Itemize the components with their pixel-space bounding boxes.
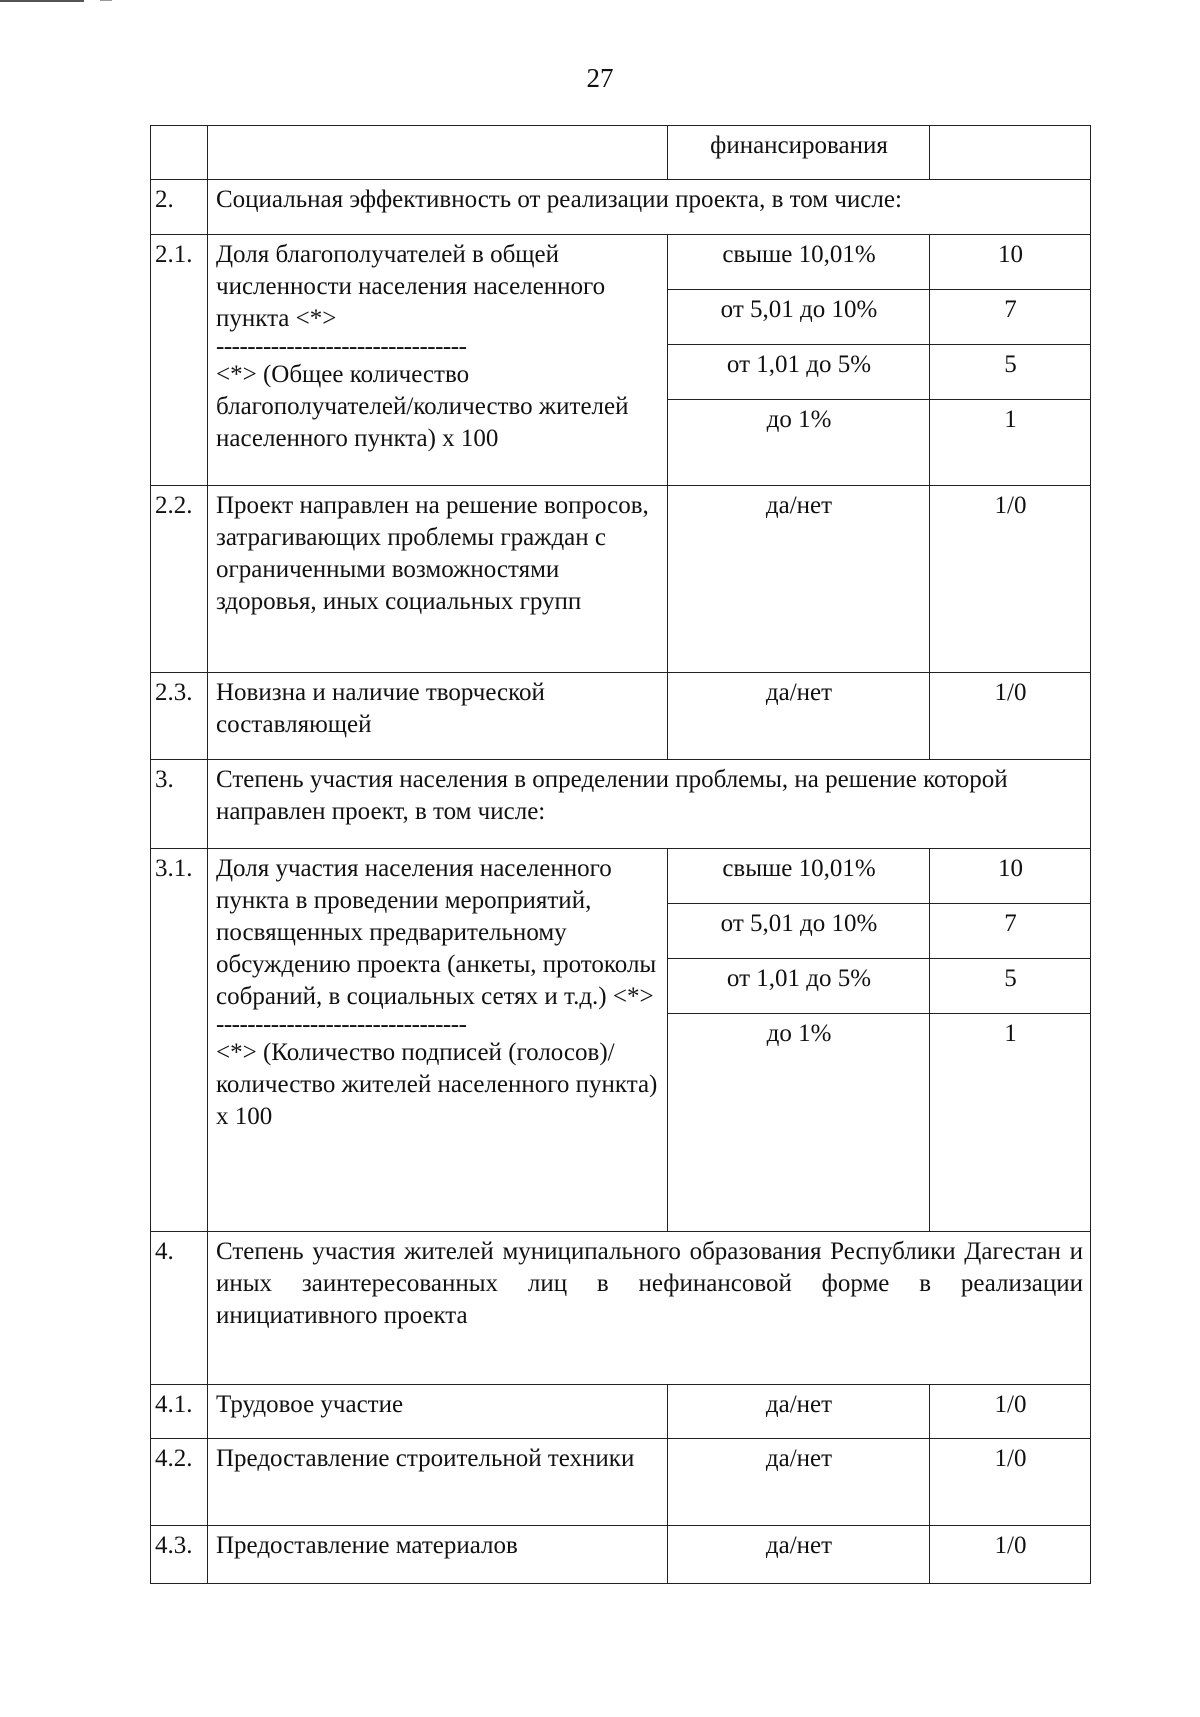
criterion-text: Новизна и наличие творческой составляющей	[208, 673, 668, 760]
criterion-cell	[208, 235, 668, 486]
criterion-text	[208, 126, 668, 180]
table-row	[151, 849, 1091, 904]
row-number: 2.	[151, 180, 208, 235]
criterion-cell	[208, 849, 668, 1232]
scan-edge-mark	[0, 0, 84, 2]
table-row	[151, 180, 1091, 235]
score-cell: 5	[930, 345, 1091, 400]
section-heading: Степень участия населения в определении проблемы, на решение которой направлен проект, в том числе:	[208, 760, 1091, 849]
score-cell: 10	[930, 849, 1091, 904]
row-number: 2.1.	[151, 235, 208, 486]
row-number: 2.3.	[151, 673, 208, 760]
row-number: 3.1.	[151, 849, 208, 1232]
table-row	[151, 760, 1091, 849]
option-cell: да/нет	[668, 1439, 930, 1526]
score-cell	[930, 126, 1091, 180]
option-cell: от 5,01 до 10%	[668, 904, 930, 959]
option-cell: свыше 10,01%	[668, 235, 930, 290]
score-cell: 10	[930, 235, 1091, 290]
criterion-text: Доля участия населения населенного пункта в проведении мероприятий, посвященных предварительному обсуждению проекта (анкеты, протоколы собраний, в социальных сетях и т.д.) <*>	[216, 855, 657, 1010]
footnote-separator: --------------------------------	[216, 335, 467, 359]
criteria-table	[150, 125, 1091, 1584]
option-cell: от 1,01 до 5%	[668, 345, 930, 400]
option-cell: до 1%	[668, 1014, 930, 1232]
option-cell: да/нет	[668, 486, 930, 673]
table-row	[151, 1232, 1091, 1385]
table-row	[151, 126, 1091, 180]
score-cell: 1	[930, 1014, 1091, 1232]
page-number: 27	[586, 63, 614, 93]
table-row	[151, 235, 1091, 290]
option-cell: от 1,01 до 5%	[668, 959, 930, 1014]
row-number: 3.	[151, 760, 208, 849]
scan-edge-mark-small	[100, 0, 112, 1]
option-cell: да/нет	[668, 673, 930, 760]
option-cell: да/нет	[668, 1385, 930, 1439]
footnote-separator: --------------------------------	[216, 1013, 467, 1037]
score-cell: 1/0	[930, 1385, 1091, 1439]
score-cell: 7	[930, 904, 1091, 959]
footnote-text: <*> (Количество подписей (голосов)/количество жителей населенного пункта) х 100	[216, 1039, 658, 1130]
score-cell: 1/0	[930, 486, 1091, 673]
row-number	[151, 126, 208, 180]
criterion-text: Трудовое участие	[208, 1385, 668, 1439]
option-cell: свыше 10,01%	[668, 849, 930, 904]
score-cell: 1	[930, 400, 1091, 486]
section-heading: Социальная эффективность от реализации проекта, в том числе:	[208, 180, 1091, 235]
row-number: 4.1.	[151, 1385, 208, 1439]
option-cell: от 5,01 до 10%	[668, 290, 930, 345]
table-row	[151, 486, 1091, 673]
row-number: 4.3.	[151, 1526, 208, 1584]
score-cell: 1/0	[930, 1439, 1091, 1526]
table-row	[151, 1385, 1091, 1439]
option-cell: финансирования	[668, 126, 930, 180]
criterion-text: Проект направлен на решение вопросов, затрагивающих проблемы граждан с ограниченными возможностями здоровья, иных социальных групп	[208, 486, 668, 673]
option-cell: до 1%	[668, 400, 930, 486]
score-cell: 7	[930, 290, 1091, 345]
criterion-text: Предоставление материалов	[208, 1526, 668, 1584]
table-row	[151, 673, 1091, 760]
table-row	[151, 1439, 1091, 1526]
row-number: 2.2.	[151, 486, 208, 673]
score-cell: 5	[930, 959, 1091, 1014]
criterion-text: Доля благополучателей в общей численности населения населенного пункта <*>	[216, 241, 606, 332]
score-cell: 1/0	[930, 1526, 1091, 1584]
option-cell: да/нет	[668, 1526, 930, 1584]
criterion-text: Предоставление строительной техники	[208, 1439, 668, 1526]
table-row	[151, 1526, 1091, 1584]
score-cell: 1/0	[930, 673, 1091, 760]
footnote-text: <*> (Общее количество благополучателей/количество жителей населенного пункта) х 100	[216, 361, 629, 452]
row-number: 4.	[151, 1232, 208, 1385]
row-number: 4.2.	[151, 1439, 208, 1526]
section-heading: Степень участия жителей муниципального образования Республики Дагестан и иных заинтересованных лиц в нефинансовой форме в реализации инициативного проекта	[208, 1232, 1091, 1385]
